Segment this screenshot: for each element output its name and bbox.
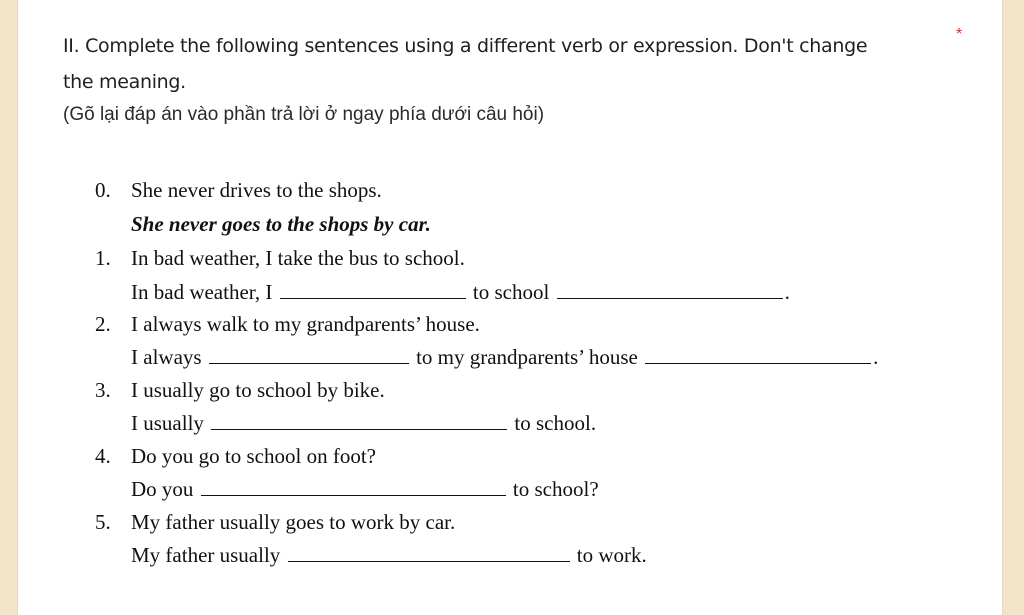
example-answer: She never goes to the shops by car.	[131, 212, 431, 236]
item-number: 2.	[95, 312, 111, 336]
item-prompt: I always walk to my grandparents’ house.	[131, 312, 480, 336]
required-asterisk: *	[956, 26, 963, 43]
fill-text-start: In bad weather, I	[131, 280, 273, 304]
answer-blank	[211, 413, 507, 430]
item-number: 4.	[95, 444, 111, 468]
exercise-image	[18, 0, 1002, 615]
item-prompt: My father usually goes to work by car.	[131, 510, 456, 534]
item-prompt: In bad weather, I take the bus to school.	[131, 246, 465, 270]
fill-text-start: Do you	[131, 477, 194, 501]
answer-blank	[645, 347, 871, 364]
fill-text-start: My father usually	[131, 543, 281, 567]
fill-text-end: .	[873, 345, 879, 369]
fill-text-start: I always	[131, 345, 202, 369]
item-number: 3.	[95, 378, 111, 402]
answer-blank	[288, 545, 570, 562]
answer-blank	[557, 282, 783, 299]
item-number: 0.	[95, 178, 111, 202]
fill-text-middle: to school?	[512, 477, 599, 501]
item-prompt: I usually go to school by bike.	[131, 378, 385, 402]
item-number: 5.	[95, 510, 111, 534]
item-prompt: She never drives to the shops.	[131, 178, 382, 202]
fill-text-end: .	[784, 280, 790, 304]
item-prompt: Do you go to school on foot?	[131, 444, 376, 468]
question-heading: II. Complete the following sentences using a different verb or expression. Don't change the meaning.	[63, 35, 868, 93]
fill-text-start: I usually	[131, 411, 204, 435]
answer-blank	[201, 479, 506, 496]
answer-blank	[209, 347, 409, 364]
fill-text-middle: to my grandparents’ house	[416, 345, 638, 369]
answer-blank	[280, 282, 466, 299]
item-number: 1.	[95, 246, 111, 270]
instruction-note: (Gõ lại đáp án vào phần trả lời ở ngay phía dưới câu hỏi)	[63, 104, 545, 125]
fill-text-middle: to school.	[514, 411, 597, 435]
fill-text-middle: to school	[472, 280, 550, 304]
fill-text-middle: to work.	[576, 543, 647, 567]
question-card	[17, 0, 1003, 615]
